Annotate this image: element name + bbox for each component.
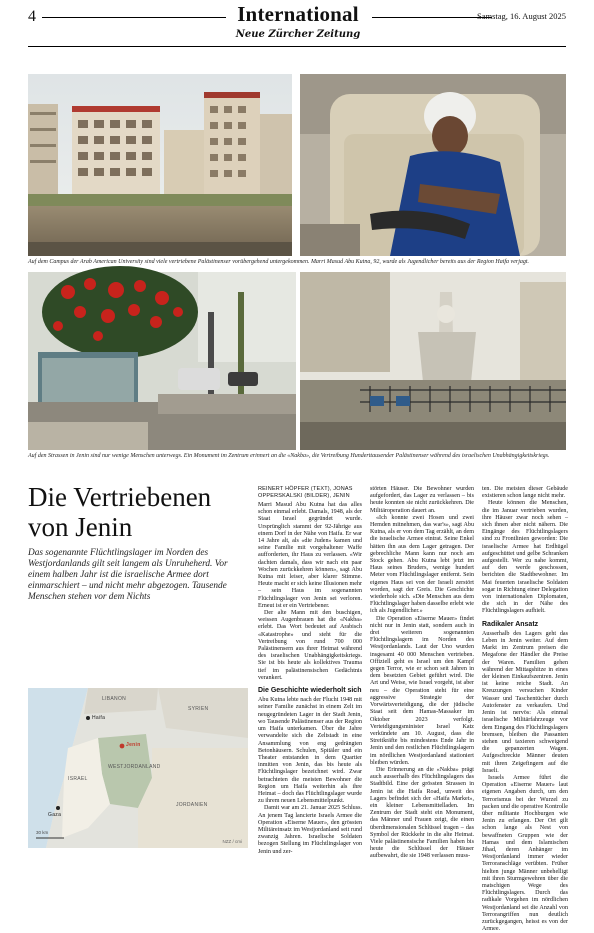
paragraph: Ausserhalb des Lagers geht das Leben in Jenin weiter. Auf dem Markt im Zentrum preisen die Megafone der Händler die Preise der Waren. Familien gehen während der Mittagshitze in eines der kleinen Einkaufszentren. Jenin ist keine reiche Stadt. An Kreuzungen versuchen Kinder Wasser und Taschentücher durch Autofenster zu verkaufen. Und Jenin ist nervös: Als einmal israelische Militärfahrzeuge vor dem Eingang des Flüchtlingslagers bremsen, bleiben die Passanten stehen und taxieren schweigend die gepanzerten Wagen. Aufgeschreckte Männer deuten mit ihren Zeigefingern auf die Israeli. (482, 630, 568, 774)
masthead: Neue Zürcher Zeitung (235, 29, 361, 40)
paragraph: Abu Kutna lebte nach der Flucht 1948 mit seiner Familie zunächst in einem Zelt im neugegründeten Lager in der Stadt Jenin, wo Tausende Palästinenser aus der Region um Haifa unterkamen. Über die Jahre verwandelte sich die Zeltstadt in eine Ansammlung von eng gedrängten Betonhäusern. Schulen, Spitäler und ein Theater entstanden in dem Quartier inmitten von Jenin, das bis heute als Flüchtlingslager bezeichnet wird. Zwar betrachteten die meisten Bewohner die Region um Haifa weiterhin als ihre Heimat – doch das Flüchtlingslager wurde zu ihrem neuen Lebensmittelpunkt. (258, 697, 362, 805)
paragraph: ten. Die meisten dieser Gebäude existieren schon lange nicht mehr. (482, 486, 568, 500)
photo-old-man (300, 74, 566, 256)
paragraph: Damit war am 21. Januar 2025 Schluss. An jenem Tag lancierte Israels Armee die Operation «Eiserne Mauer», den grössten Militäreinsatz im Westjordanland seit rund zwanzig Jahren. Israelische Soldaten bezogen Stellung im Flüchtlingslager von Jenin und zer- (258, 805, 362, 855)
article-column-2 (370, 486, 474, 860)
header-rule-right (372, 17, 492, 18)
article-column-3 (482, 486, 568, 933)
map-label-israel: ISRAEL (68, 776, 88, 782)
photo-jenin-street (28, 272, 296, 450)
map-label-gaza: Gaza (48, 812, 62, 818)
paragraph: «Ich konnte zwei Hosen und zwei Hemden mitnehmen, das war's», sagt Abu Kutna, als er von dem Tag erzählt, an dem die israelische Armee eintrat. Seine Enkel hätten ihn aus dem Lager getragen. Der gebrechliche Mann kann nur noch am Stock gehen. Abu Kutna lebt jetzt im Haus seines Bruders, wenige hundert Meter vom Flüchtlingslager entfernt. Sein eigenes Haus sei von der Israeli zerstört worden, sagt der Greis. Die Geschichte wiederhole sich. «Die Menschen aus dem Flüchtlingslager haben dasselbe erlebt wie ich als Jugendlicher.» (370, 514, 474, 615)
article-byline: REINERT HÖPFER (TEXT), JONAS OPPERSKALSKI (BILDER), JENIN (258, 486, 353, 499)
map-label-jordan: JORDANIEN (176, 802, 208, 808)
paragraph: störten Häuser. Die Bewohner wurden aufgefordert, das Lager zu verlassen – bis heute konnten sie nicht zurückkehren. Die Militäroperation dauert an. (370, 486, 474, 514)
page-number: 4 (28, 8, 36, 25)
photo-campus-buildings (28, 74, 292, 256)
issue-date: Samstag, 16. August 2025 (476, 11, 566, 21)
caption-bottom-photos: Auf den Strassen in Jenin sind nur wenige Menschen unterwegs. Ein Monument im Zentrum erinnert an die «Nakba», die Vertreibung Hunderttausender Palästinenser während des israelischen Unabhängigkeitskriegs. (28, 453, 550, 459)
map-credit: NZZ / cmi (222, 839, 242, 844)
header-bottom-rule (28, 46, 566, 47)
article-column-1 (258, 502, 362, 854)
photo-nakba-monument (300, 272, 566, 450)
region-map (28, 688, 248, 848)
caption-top-photos: Auf dem Campus der Arab American University sind viele vertriebene Palästinenser vorübergehend untergekommen. Marri Masud Abu Kutna, 92, wurde als Jugendlicher bereits aus der Region Haifa verjagt. (28, 259, 530, 265)
paragraph: Marri Masud Abu Kutna hat das alles schon einmal erlebt. Damals, 1948, als der Staat Israel gegründet wurde. Ursprünglich stammt der 92-Jährige aus einem Dorf in der Nähe von Haifa. Er war 14 Jahre alt, als «die Juden» kamen und seine Familie mit vorgehaltener Waffe aufforderten, ihr Haus zu verlassen. «Wir dachten damals, dass wir nach ein paar Wochen zurückkehren können», sagt Abu Kutna mit leiser, aber klarer Stimme. Heute macht er sich keine Illusionen mehr – sein Haus im sogenannten Flüchtlingslager von Jenin sei verloren. Erneut ist er ein Vertriebener. (258, 502, 362, 609)
paragraph: Die Operation «Eiserne Mauer» findet nicht nur in Jenin statt, sondern auch in drei weiteren sogenannten Flüchtlingslagern im Norden des Westjordanlands. Laut der Uno wurden insgesamt 40 000 Menschen vertrieben. Offiziell geht es Israel um den Kampf gegen Terror, wie er schon seit Jahren in dem besetzten Gebiet geführt wird. Die Art und Weise, wie Israel vorgeht, ist aber neu – die Operation steht für eine aggressive Strategie der Vorwärtsverteidigung, die der jüdische Staat seit dem Hamas-Massaker im Oktober 2023 verfolgt. Verteidigungsminister Israel Katz verkündete am 10. August, dass die Streitkräfte bis mindestens Ende Jahr in Jenin und den restlichen Flüchtlingslagern im nördlichen Westjordanland stationiert bleiben würden. (370, 615, 474, 766)
map-label-westbank: WESTJORDANLAND (108, 764, 161, 770)
subheading: Radikaler Ansatz (482, 620, 539, 628)
map-label-syria: SYRIEN (188, 706, 209, 712)
subheading: Die Geschichte wiederholt sich (258, 687, 362, 695)
paragraph: Israels Armee führt die Operation «Eiserne Mauer» laut eigenen Angaben durch, um den Terrorismus bei der Wurzel zu packen und die operative Kontrolle über militante Hochburgen wie Jenin zu erlangen. Der Ort gilt schon lange als Nest von bewaffneten Gruppen wie der Hamas und dem Islamischen Jihad, deren Anhänger im Westjordanland immer wieder Terroranschläge verübten. Früher hielten junge Männer unbehelligt mit ihren Sturmgewehren über die matschigen Wege des Flüchtlingslagers. Durch das radikale Vorgehen im nördlichen Westjordanland sei die Anzahl von Terrorangriffen nun deutlich zurückgegangen, heisst es von der Armee. (482, 774, 568, 933)
map-label-haifa: Haifa (92, 715, 106, 721)
map-scale: 30 km (36, 830, 49, 835)
section-title: International (237, 2, 359, 26)
map-label-jenin: Jenin (126, 742, 141, 748)
map-label-lebanon: LIBANON (102, 696, 127, 702)
paragraph: Heute können die Menschen, die im Januar vertrieben wurden, ihre Häuser zwar noch sehen – sich ihnen aber nicht nähern. Die Eingänge des Flüchtlingslagers sind zu Frontlinien geworden: Die israelische Armee hat Erdhügel aufgeschüttet und gelbe Schranken aufgestellt. Wer zu nahe kommt, auf den werde geschossen, berichten die Stadtbewohner. Im Mai feuerten israelische Soldaten sogar in Richtung einer Delegation von internationalen Diplomaten, die sich in der Nähe des Flüchtlingslagers aufhielt. (482, 500, 568, 615)
paragraph: Der alte Mann mit den buschigen, weissen Augenbrauen hat die «Nakba» erlebt. Das Wort bedeutet auf Arabisch «Katastrophe» und steht für die Vertreibung von rund 700 000 Palästinensern aus ihrer Heimat während des israelischen Unabhängigkeitskriegs. Sie ist bis heute als kollektives Trauma tief im palästinensischen Gedächtnis verankert. (258, 610, 362, 681)
article-headline: Die Vertriebenen von Jenin (28, 482, 212, 542)
article-lead: Das sogenannte Flüchtlingslager im Norden des Westjordanlands gilt seit langem als Unruheherd. Vor einem halben Jahr ist die israelische Armee dort einmarschiert – und nicht mehr abgezogen. Tausende Menschen stehen vor dem Nichts (28, 548, 228, 602)
paragraph: Die Erinnerung an die «Nakba» prägt auch ausserhalb des Flüchtlingslagers das Stadtbild. Eine der grössten Strassen in Jenin ist die Haifa Road, unweit des Lagers befindet sich der «Haifa Market», ein kleiner Lebensmittelladen. Im Zentrum der Stadt steht ein Monument, das Männer und Frauen zeigt, die einen überdimensionalen Schlüssel tragen – das Symbol der Rückkehr in die alte Heimat. Viele palästinensische Familien haben bis heute die Schlüssel der Häuser aufbewahrt, die sie 1948 verlassen muss- (370, 766, 474, 860)
header-rule-left (42, 17, 226, 18)
